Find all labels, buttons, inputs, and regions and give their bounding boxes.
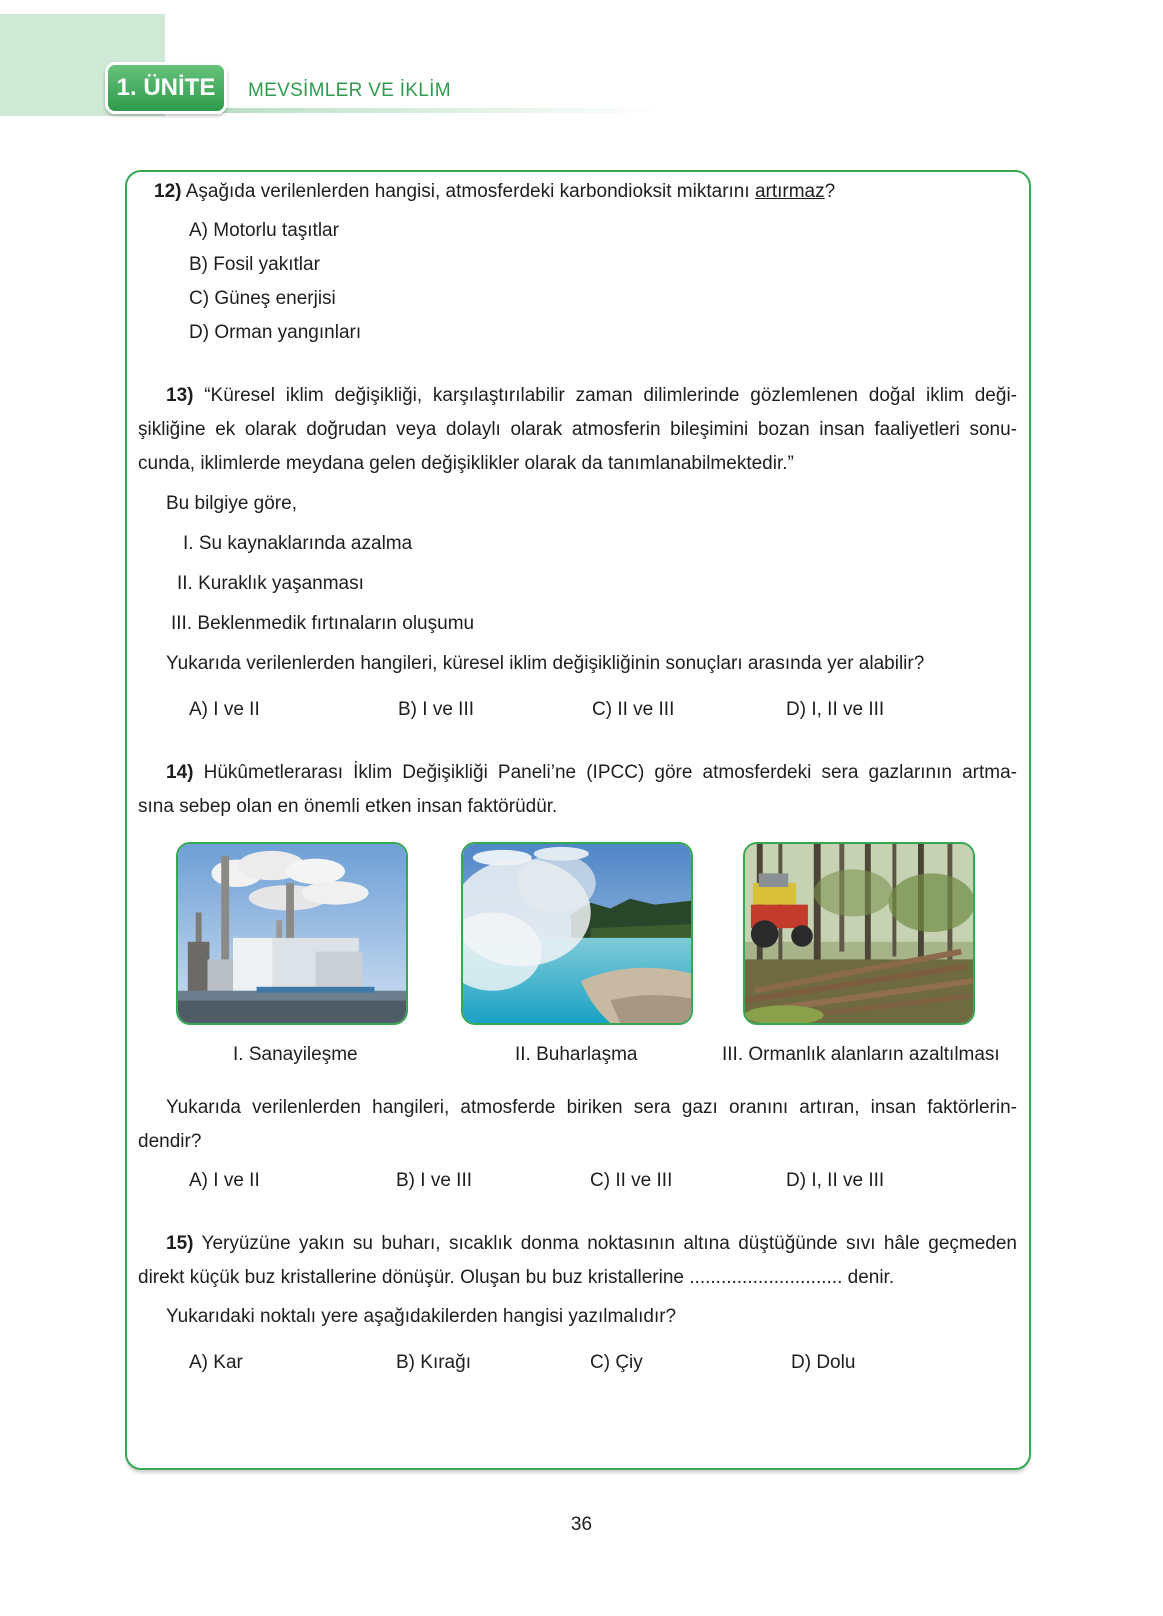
q13-option-b: B) I ve III [398, 699, 475, 720]
caption-3: III. Ormanlık alanların azaltılması [722, 1044, 1000, 1065]
q12-option-a: A) Motorlu taşıtlar [189, 220, 339, 241]
q15-stem-line: direkt küçük buz kristallerine dönüşür. Oluşan bu buz kristallerine ............................. denir. [138, 1267, 895, 1288]
q13-quote-line: cunda, iklimlerde meydana gelen değişiklikler olarak da tanımlanabilmektedir.” [138, 453, 794, 474]
q12-number: 12) [154, 181, 182, 202]
q14-option-c: C) II ve III [590, 1170, 673, 1191]
q14-stem-line: sına sebep olan en önemli etken insan faktörüdür. [138, 796, 558, 817]
hot-spring-photo [461, 842, 693, 1025]
q12-option-c: C) Güneş enerjisi [189, 288, 336, 309]
q15-number: 15) [166, 1233, 194, 1254]
q13-quote-line: 13) “Küresel iklim değişikliği, karşılaştırılabilir zaman dilimlerinde gözlemlenen doğal iklim deği- [166, 385, 1017, 406]
q13-lead: Bu bilgiye göre, [166, 493, 297, 514]
q14-stem-line: 14) Hükûmetlerarası İklim Değişikliği Paneli’ne (IPCC) göre atmosferdeki sera gazlarının artma- [166, 762, 1017, 783]
q13-option-d: D) I, II ve III [786, 699, 885, 720]
q14-question-line: Yukarıda verilenlerden hangileri, atmosferde biriken sera gazı oranını artıran, insan faktörlerin- [166, 1097, 1017, 1118]
q14-option-a: A) I ve II [189, 1170, 260, 1191]
caption-2: II. Buharlaşma [515, 1044, 638, 1065]
q15-option-d: D) Dolu [791, 1352, 856, 1373]
q12-emphasis: artırmaz [754, 181, 825, 202]
caption-1: I. Sanayileşme [233, 1044, 358, 1065]
unit-badge: 1. ÜNİTE [105, 62, 227, 114]
q14-number: 14) [166, 762, 194, 783]
q13-question: Yukarıda verilenlerden hangileri, küresel iklim değişikliğinin sonuçları arasında yer alabilir? [166, 653, 925, 674]
q14-question-line: dendir? [138, 1131, 202, 1152]
q15-stem-line: 15) Yeryüzüne yakın su buharı, sıcaklık donma noktasının altına düştüğünde sıvı hâle geçmeden [166, 1233, 1017, 1254]
header-rule [222, 108, 662, 113]
q13-item-3: III. Beklenmedik fırtınaların oluşumu [171, 613, 475, 634]
page-number: 36 [570, 1514, 593, 1535]
q15-question: Yukarıdaki noktalı yere aşağıdakilerden hangisi yazılmalıdır? [166, 1306, 677, 1327]
q12-option-b: B) Fosil yakıtlar [189, 254, 320, 275]
q15-option-c: C) Çiy [590, 1352, 643, 1373]
unit-title: MEVSİMLER VE İKLİM [248, 80, 451, 101]
q13-item-2: II. Kuraklık yaşanması [177, 573, 364, 594]
q13-quote-line: şikliğine ek olarak doğrudan veya dolaylı olarak atmosferin bileşimini bozan insan faaliyetleri sonu- [138, 419, 1017, 440]
q15-option-a: A) Kar [189, 1352, 243, 1373]
q15-option-b: B) Kırağı [396, 1352, 471, 1373]
q13-number: 13) [166, 385, 194, 406]
q13-option-a: A) I ve II [189, 699, 260, 720]
q14-option-d: D) I, II ve III [786, 1170, 885, 1191]
q12-option-d: D) Orman yangınları [189, 322, 362, 343]
q12-stem: 12) Aşağıda verilenlerden hangisi, atmosferdeki karbondioksit miktarını artırmaz? [154, 181, 836, 202]
q13-option-c: C) II ve III [592, 699, 675, 720]
factory-photo [176, 842, 408, 1025]
deforestation-photo [743, 842, 975, 1025]
q13-item-1: I. Su kaynaklarında azalma [183, 533, 413, 554]
q14-option-b: B) I ve III [396, 1170, 473, 1191]
